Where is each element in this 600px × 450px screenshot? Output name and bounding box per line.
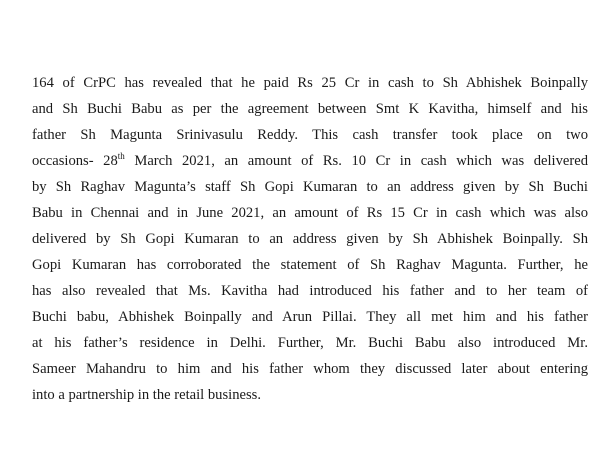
text-line: Babu in Chennai and in June 2021, an amount of Rs 15 Cr in cash which was also xyxy=(32,205,588,221)
text-line-with-superscript xyxy=(32,148,588,174)
body-paragraph xyxy=(32,70,588,408)
text-line: delivered by Sh Gopi Kumaran to an address given by Sh Abhishek Boinpally. Sh xyxy=(32,231,588,247)
text-line: at his father’s residence in Delhi. Further, Mr. Buchi Babu also introduced Mr. xyxy=(32,335,588,351)
ordinal-superscript: th xyxy=(117,151,125,162)
text-line: Buchi babu, Abhishek Boinpally and Arun Pillai. They all met him and his father xyxy=(32,309,588,325)
text-line: Sameer Mahandru to him and his father whom they discussed later about entering xyxy=(32,361,588,377)
text-line: has also revealed that Ms. Kavitha had introduced his father and to her team of xyxy=(32,283,588,299)
text-segment: occasions- 28 xyxy=(32,153,118,169)
text-line: 164 of CrPC has revealed that he paid Rs 25 Cr in cash to Sh Abhishek Boinpally xyxy=(32,75,588,91)
text-line: father Sh Magunta Srinivasulu Reddy. This cash transfer took place on two xyxy=(32,127,588,143)
text-segment: March 2021, an amount of Rs. 10 Cr in cash which was delivered xyxy=(124,153,588,169)
text-line: by Sh Raghav Magunta’s staff Sh Gopi Kumaran to an address given by Sh Buchi xyxy=(32,179,588,195)
text-line: into a partnership in the retail business. xyxy=(32,387,261,403)
text-line: Gopi Kumaran has corroborated the statement of Sh Raghav Magunta. Further, he xyxy=(32,257,588,273)
text-line: and Sh Buchi Babu as per the agreement between Smt K Kavitha, himself and his xyxy=(32,101,588,117)
